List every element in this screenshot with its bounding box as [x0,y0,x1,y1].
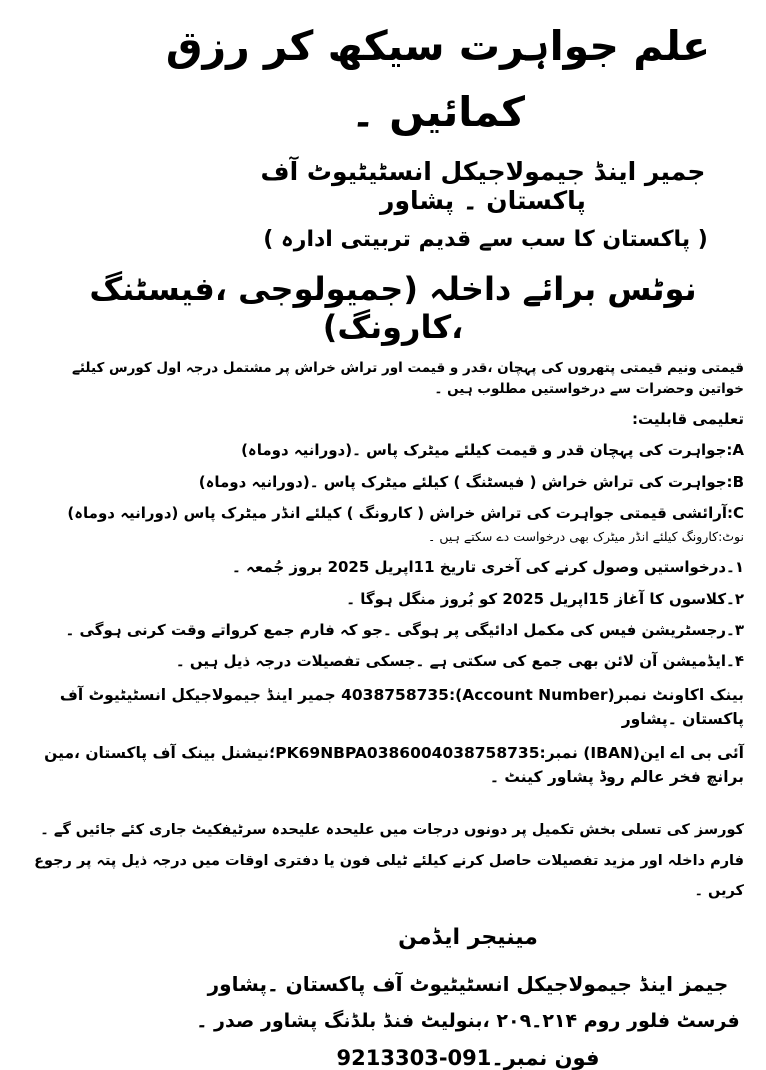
bank-account-line: بینک اکاونٹ نمبر(Account Number):4038758735 جمیر اینڈ جیمولاجیکل انسٹیٹیوٹ آف پاکستان ۔پشاور [59,686,744,729]
notice-heading: نوٹس برائے داخلہ (جمیولوجی ،فیسٹنگ ،کارونگ) [89,270,697,347]
main-title: علم جواہرت سیکھ کر رزق کمائیں ۔ [165,22,711,136]
signature-address: فرسٹ فلور روم ۲۱۴۔۲۰۹ ،بنولیٹ فنڈ بلڈنگ پشاور صدر ۔ [196,1009,740,1032]
signature-block [22,925,744,1070]
qualification-heading: تعلیمی قابلیت: [631,410,744,429]
signature-designation: مینیجر ایڈمن [398,924,538,950]
signature-institute: جیمز اینڈ جیمولاجیکل انسٹیٹیوٹ آف پاکستان ۔پشاور [207,971,729,996]
point-registration-fee: ۳۔رجسٹریشن فیس کی مکمل ادائیگی پر ہوگی ۔جو کہ فارم جمع کرواتے وقت کرنی ہوگی ۔ [65,620,744,639]
institute-name: جمیر اینڈ جیمولاجیکل انسٹیٹیوٹ آف پاکستان ۔ پشاور [260,157,706,216]
point-last-date: ۱۔درخواستیں وصول کرنے کی آخری تاریخ 11اپریل 2025 بروز جُمعہ ۔ [232,558,744,577]
signature-phone: فون نمبر۔091-9213303 [336,1045,600,1070]
qualification-item-c-text: C:آرائشی قیمتی جواہرت کی تراش خراش ( کارونگ ) کیلئے انڈر میٹرک پاس (دورانیہ دوماہ) [67,503,744,522]
point-online-admission: ۴۔ایڈمیشن آن لائن بھی جمع کی سکتی ہے ۔جسکی تفصیلات درجہ ذیل ہیں ۔ [175,652,744,671]
intro-paragraph: قیمتی ونیم قیمتی پتھروں کی پہچان ،قدر و قیمت اور تراش خراش پر مشتمل درجہ اول کورس کیلئے خواتین وحضرات سے درخواستیں مطلوب ہیں ۔ [72,360,744,398]
institute-tagline: ( پاکستان کا سب سے قدیم تربیتی ادارہ ) [263,227,708,253]
qualification-item-b: B:جواہرت کی تراش خراش ( فیسٹنگ ) کیلئے میٹرک پاس ۔(دورانیہ دوماہ) [198,472,744,491]
closing-paragraph: کورسز کی تسلی بخش تکمیل پر دونوں درجات میں علیحدہ علیحدہ سرٹیفکیٹ جاری کئے جائیں گے ۔فارم داخلہ اور مزید تفصیلات حاصل کرنے کیلئے ٹیلی فون یا دفتری اوقات میں درجہ ذیل پتہ پر رجوع کریں ۔ [34,822,744,900]
point-classes-start: ۲۔کلاسوں کا آغاز 15اپریل 2025 کو بُروز منگل ہوگا ۔ [346,589,744,608]
qualification-item-a: A:جواہرت کی پہچان قدر و قیمت کیلئے میٹرک پاس ۔(دورانیہ دوماہ) [241,441,744,460]
qualification-item-c-note: نوٹ:کارونگ کیلئے انڈر میٹرک بھی درخواست دے سکتے ہیں ۔ [428,529,744,545]
iban-line: آئی بی اے این(IBAN) نمبر:PK69NBPA0386004038758735؛نیشنل بینک آف پاکستان ،مین برانچ فخر عالم روڈ پشاور کینٹ ۔ [44,744,744,787]
qualification-item-c [22,502,744,549]
